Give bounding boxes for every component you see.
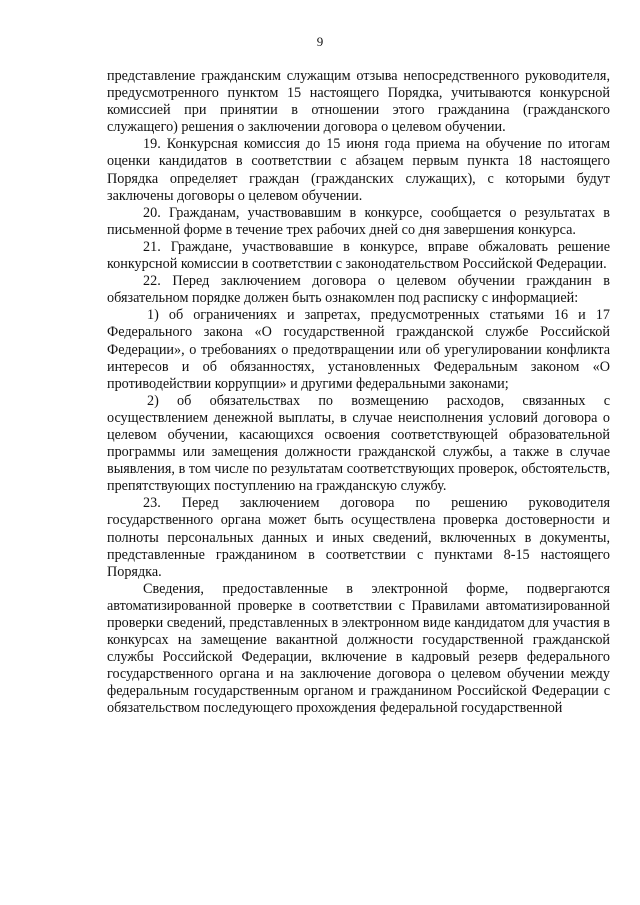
paragraph-item-21: 21. Граждане, участвовавшие в конкурсе, вправе обжаловать решение конкурсной комиссии в соответствии с законодательством Российской Федерации. bbox=[107, 238, 610, 273]
list-item-1: 1) об ограничениях и запретах, предусмотренных статьями 16 и 17 Федерального закона «О государственной гражданской службе Российской Федерации», о требованиях о предотвращении или об урегулировании конфликта интересов и об обязанностях, установленных Федеральным законом «О противодействии коррупции» и другими федеральными законами; bbox=[107, 307, 610, 392]
paragraph-item-22: 22. Перед заключением договора о целевом обучении гражданин в обязательном порядке должен быть ознакомлен под расписку с информацией: bbox=[107, 273, 610, 307]
paragraph-electronic-check: Сведения, предоставленные в электронной форме, подвергаются автоматизированной проверке в соответствии с Правилами автоматизированной проверки сведений, представленных в электронном виде кандидатом для участия в конкурсах на замещение вакантной должности государственной гражданской службы Российской Федерации, включение в кадровый резерв федерального государственного органа и на заключение договора о целевом обучении между федеральным государственным органом и гражданином Российской Федерации с обязательством последующего прохождения федеральной государственной bbox=[107, 580, 610, 717]
paragraph-continuation: представление гражданским служащим отзыва непосредственного руководителя, предусмотренного пунктом 15 настоящего Порядка, учитываются конкурсной комиссией при принятии в отношении этого гражданина (гражданского служащего) решения о заключении договора о целевом обучении. bbox=[107, 68, 610, 136]
paragraph-item-23: 23. Перед заключением договора по решению руководителя государственного органа может быть осуществлена проверка достоверности и полноты персональных данных и иных сведений, включенных в документы, представленные гражданином в соответствии с пунктами 8-15 настоящего Порядка. bbox=[107, 495, 610, 580]
paragraph-item-19: 19. Конкурсная комиссия до 15 июня года приема на обучение по итогам оценки кандидатов в соответствии с абзацем первым пункта 18 настоящего Порядка определяет граждан (гражданских служащих), с которыми будут заключены договоры о целевом обучении. bbox=[107, 136, 610, 204]
page-number: 9 bbox=[316, 34, 324, 49]
document-body bbox=[107, 68, 610, 718]
paragraph-item-20: 20. Гражданам, участвовавшим в конкурсе, сообщается о результатах в письменной форме в течение трех рабочих дней со дня завершения конкурса. bbox=[107, 204, 610, 238]
list-item-2: 2) об обязательствах по возмещению расходов, связанных с осуществлением денежной выплаты, в случае неисполнения условий договора о целевом обучении, касающихся освоения соответствующей образовательной программы или замещения должности гражданской службы, а также в случае выявления, в том числе по результатам соответствующих проверок, обстоятельств, препятствующих поступлению на гражданскую службу. bbox=[107, 392, 610, 495]
